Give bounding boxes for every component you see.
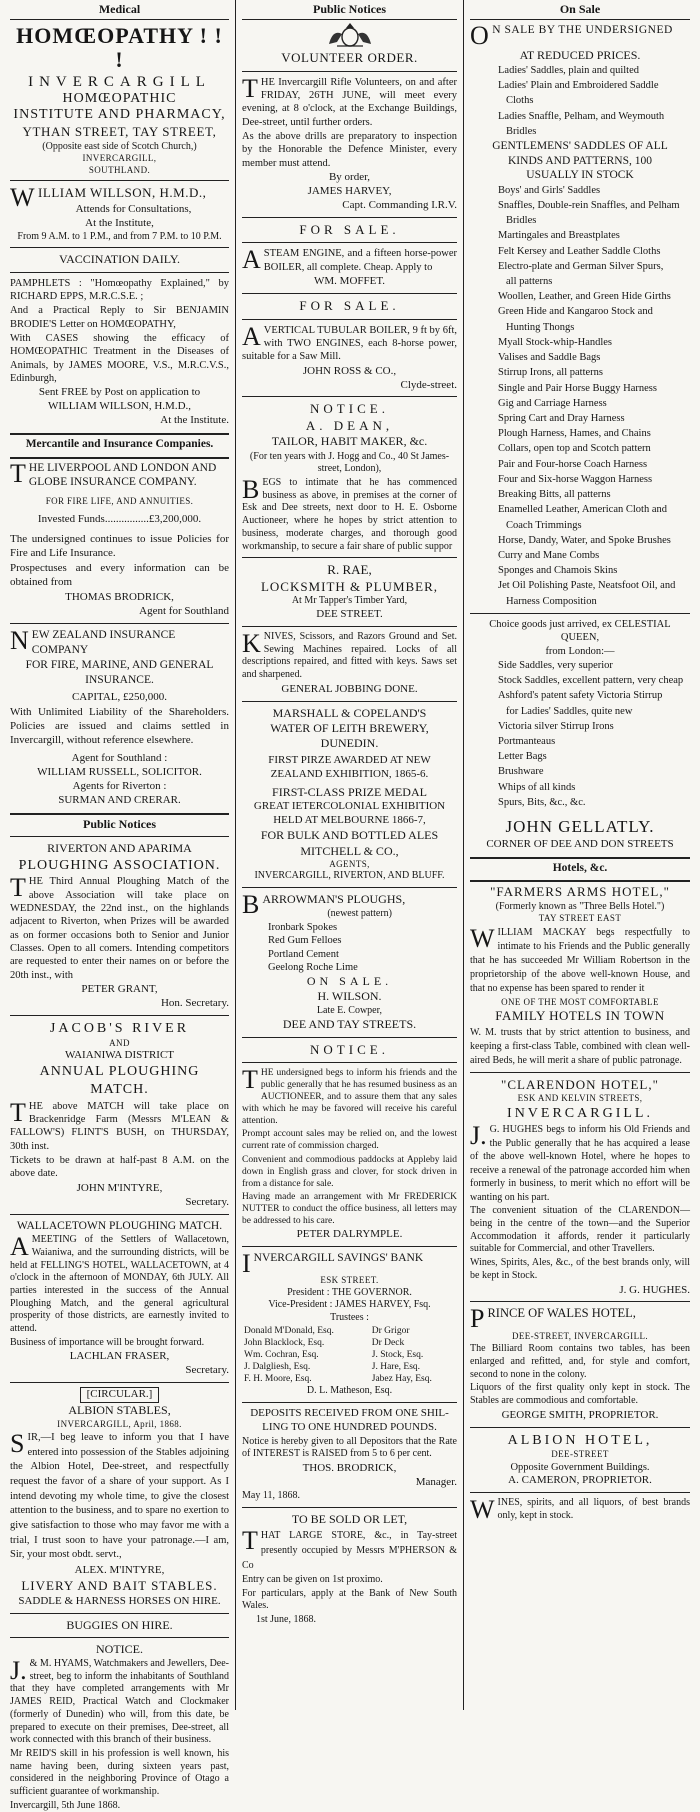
column-header: Public Notices <box>242 0 457 20</box>
text: WATER OF LEITH BREWERY, <box>270 720 429 735</box>
text: VACCINATION DAILY. <box>58 252 181 267</box>
text: GEORGE SMITH, PROPRIETOR. <box>501 1408 659 1421</box>
sale-item: Collars, open top and Scotch pattern <box>498 443 651 455</box>
text: SOUTHLAND. <box>88 164 151 175</box>
sale-item: Bridles <box>506 125 537 137</box>
text: from London:— <box>545 645 615 657</box>
text: May 11, 1868. <box>242 1490 300 1502</box>
sale-item: Victoria silver Stirrup Irons <box>498 720 614 732</box>
text: NEW ZEALAND INSURANCE COMPANY <box>10 626 176 656</box>
text: Tickets to be drawn at half-past 8 A.M. on the above date. <box>10 1155 229 1180</box>
text: GENTLEMENS' SADDLES OF ALL <box>492 139 668 152</box>
ad-savings-bank <box>242 1248 457 1503</box>
text: FOR SALE. <box>299 298 400 314</box>
text: Vice-President : JAMES HARVEY, Fsq. <box>268 1299 431 1311</box>
text: ANNUAL PLOUGHING MATCH. <box>39 1064 200 1097</box>
text: PAMPHLETS : "Homœopathy Explained," by RICHARD EPPS, M.R.C.S.E. ; <box>10 277 229 302</box>
ad-jacobs-river <box>10 1020 229 1210</box>
column-on-sale <box>464 0 696 1710</box>
ad-large-store <box>242 1512 457 1627</box>
text: President : THE GOVERNOR. <box>287 1286 412 1298</box>
text: Capt. Commanding I.R.V. <box>342 198 457 211</box>
sale-item: Horse, Dandy, Water, and Spoke Brushes <box>498 534 671 546</box>
text: RIVERTON AND APARIMA <box>47 841 192 856</box>
text: Invested Funds................£3,200,000. <box>37 513 202 526</box>
text: W. M. trusts that by strict attention to business, and keeping a first-class Table, combined with clean well-aired Beds, he will merit a share of public patronage. <box>470 1026 690 1066</box>
text: INVERCARGILL, <box>82 153 157 164</box>
sale-item: Spring Cart and Dray Harness <box>498 413 625 425</box>
ad-farmers-arms <box>470 884 690 1068</box>
text: 1st June, 1868. <box>256 1614 316 1625</box>
text: Business of importance will be brought forward. <box>10 1336 205 1348</box>
text: Ironbark Spokes <box>268 921 338 933</box>
ad-dalrymple <box>242 1042 457 1242</box>
sale-item: Whips of all kinds <box>498 781 576 793</box>
sale-item: Gig and Carriage Harness <box>498 397 607 409</box>
text: ZEALAND EXHIBITION, 1865-6. <box>270 768 429 781</box>
text: INVERCARGILL. <box>507 1105 653 1121</box>
text: Entry can be given on 1st proximo. <box>242 1573 383 1585</box>
ad-riverton <box>10 841 229 1011</box>
trustee: D. L. Matheson, Esq. <box>306 1385 393 1397</box>
text: DEE AND TAY STREETS. <box>282 1017 417 1032</box>
text: (For ten years with J. Hogg and Co., 40 St James-street, London), <box>249 450 450 475</box>
text: J.& M. HYAMS, Watchmakers and Jewellers, Dee-street, beg to inform the inhabitants of Southland that they have completed arrangements with Mr JAMES REID, Practical Watch and Clockmaker (formerly of Dunedin) who will, from this date, be prepared to execute on their premises, Dee-street, all work connected with this branch of their business. <box>10 1656 229 1746</box>
text: PETER GRANT, <box>81 983 158 996</box>
ad-hyams <box>10 1642 229 1812</box>
text: ON SALE BY THE UNDERSIGNED <box>470 21 673 51</box>
text: PRINCE OF WALES HOTEL, <box>470 1304 636 1334</box>
sale-item: Enamelled Leather, American Cloth and <box>498 504 667 516</box>
text: Red Gum Felloes <box>268 935 342 947</box>
text: THOMAS BRODRICK, <box>65 591 174 604</box>
text: TAY STREET EAST <box>538 913 622 924</box>
text: JACOB'S RIVER <box>49 1021 190 1037</box>
text: "FARMERS ARMS HOTEL," <box>490 884 670 900</box>
text: Attends for Consultations, <box>75 202 192 215</box>
text: R. RAE, <box>327 562 372 578</box>
text: HELD AT MELBOURNE 1866-7, <box>273 814 426 827</box>
text: "CLARENDON HOTEL," <box>501 1076 659 1092</box>
ad-for-sale-boiler <box>242 298 457 392</box>
text: INSTITUTE AND PHARMACY, <box>13 107 226 123</box>
text: WAIANIWA DISTRICT <box>64 1049 175 1062</box>
text: Wines, Spirits, Ales, &c., of the best brands only, will be kept in Stock. <box>470 1257 690 1281</box>
sale-item: Hunting Thongs <box>506 321 575 333</box>
text: ALBION STABLES, <box>68 1403 171 1418</box>
text: With CASES showing the efficacy of HOMŒOPATHIC Treatment in the Diseases of Animals, by JAMES MOORE, V.S., M.R.C.V.S., Edinburgh, <box>10 332 229 384</box>
ad-clarendon <box>470 1077 690 1298</box>
sale-item: Ashford's patent safety Victoria Stirrup <box>498 690 663 702</box>
text: JOHN ROSS & CO., <box>302 364 397 377</box>
text: AND <box>109 1037 130 1048</box>
text: Secretary. <box>185 1195 229 1208</box>
text: YTHAN STREET, TAY STREET, <box>22 124 217 140</box>
text: GREAT IETERCOLONIAL EXHIBITION <box>253 800 446 813</box>
text: At Mr Tapper's Timber Yard, <box>291 595 408 607</box>
trustee: F. H. Moore, Esq. <box>244 1374 312 1385</box>
sale-item: Stock Saddles, excellent pattern, very cheap <box>498 675 684 687</box>
text: FAMILY HOTELS IN TOWN <box>495 1008 665 1024</box>
ad-rae <box>242 562 457 696</box>
text: LACHLAN FRASER, <box>69 1350 170 1363</box>
text: WILLIAM RUSSELL, SOLICITOR. <box>37 766 202 779</box>
sale-item: Snaffles, Double-rein Snaffles, and Pelham <box>498 199 680 211</box>
text: LOCKSMITH & PLUMBER, <box>260 578 439 594</box>
text: SURMAN AND CRERAR. <box>58 794 181 807</box>
text: BARROWMAN'S PLOUGHS, <box>242 889 406 919</box>
section-header: Mercantile and Insurance Companies. <box>25 438 214 451</box>
sale-item: Green Hide and Kangaroo Stock and <box>498 306 653 318</box>
text: TAILOR, HABIT MAKER, &c. <box>271 434 428 449</box>
sale-item: Brushware <box>498 766 544 778</box>
trustees-table <box>242 1325 457 1385</box>
text: Having made an arrangement with Mr FREDERICK NUTTER to conduct the office business, all letters may be addressed to his care. <box>242 1191 457 1226</box>
text: Choice goods just arrived, ex CELESTIAL QUEEN, <box>489 618 671 644</box>
text: FOR BULK AND BOTTLED ALES <box>260 828 439 843</box>
text: DEE-STREET, INVERCARGILL. <box>511 1330 649 1341</box>
text: At the Institute, <box>85 216 154 229</box>
text: FIRST PIRZE AWARDED AT NEW <box>268 754 431 767</box>
sale-item: Ladies Snaffle, Pelham, and Weymouth <box>498 110 665 122</box>
text: J. G. HUGHES. <box>619 1283 690 1296</box>
text: Mr REID'S skill in his profession is well known, his name having been, during sixteen years past, considered in the neighboring Province of Otago a sufficient guarantee of workmanship. <box>10 1747 229 1797</box>
text: Notice is hereby given to all Depositors that the Rate of INTEREST is RAISED from 5 to 6 per cent. <box>242 1435 457 1460</box>
text: Manager. <box>415 1476 457 1489</box>
text: With Unlimited Liability of the Shareholders. Policies are issued and claims settled in Invercargill, without reference elsewhere. <box>10 706 229 747</box>
text: (newest pattern) <box>327 908 393 920</box>
sale-item: Ladies' Saddles, plain and quilted <box>498 64 639 76</box>
text: A. CAMERON, PROPRIETOR. <box>508 1474 652 1487</box>
column-header: Medical <box>10 0 229 20</box>
sale-item: Single and Pair Horse Buggy Harness <box>498 382 657 394</box>
text: Prospectuses and every information can be obtained from <box>10 562 229 589</box>
sale-item: Jet Oil Polishing Paste, Neatsfoot Oil, and <box>498 580 676 592</box>
royal-crest-icon <box>242 22 457 48</box>
trustee: Wm. Cochran, Esq. <box>244 1349 319 1360</box>
text: (Opposite east side of Scotch Church,) <box>42 140 197 152</box>
sale-item: Plough Harness, Hames, and Chains <box>498 428 651 440</box>
text: The undersigned continues to issue Policies for Fire and Life Insurance. <box>10 533 229 560</box>
ad-for-sale-engine <box>242 222 457 289</box>
text: Trustees : <box>330 1312 369 1324</box>
text: Liquors of the first quality only kept in stock. The Stables are commodious and comfortable. <box>470 1382 690 1407</box>
text: Portland Cement <box>268 948 339 960</box>
text: The convenient situation of the CLARENDON—being in the centre of the town—and the Superior Accommodation it affords, render it particularly suitable for Commercial, and other Travellers. <box>470 1205 690 1255</box>
circular-tag: [CIRCULAR.] <box>80 1387 160 1403</box>
sale-item-list <box>470 183 690 609</box>
section-header: Hotels, &c. <box>552 861 608 874</box>
text: DEPOSITS RECEIVED FROM ONE SHIL- <box>250 1406 449 1419</box>
text: THE LIVERPOOL AND LONDON AND GLOBE INSURANCE COMPANY. <box>10 458 217 489</box>
column-public-notices <box>236 0 464 1710</box>
text: FIRST-CLASS PRIZE MEDAL <box>272 785 427 800</box>
trustee: Jabez Hay, Esq. <box>371 1374 432 1385</box>
text: TO BE SOLD OR LET, <box>291 1511 408 1526</box>
text: Hon. Secretary. <box>160 997 229 1010</box>
text: PLOUGHING ASSOCIATION. <box>18 857 221 873</box>
trustee: John Blacklock, Esq. <box>244 1337 325 1348</box>
sale-item: Bridles <box>506 215 537 227</box>
text: KNIVES, Scissors, and Razors Ground and Set. Sewing Machines repaired. Locks of all descriptions repaired, and fitted with keys. Saws set and sharpened. <box>242 628 457 680</box>
text: VOLUNTEER ORDER. <box>281 50 418 66</box>
trustee: J. Dalgliesh, Esq. <box>244 1361 311 1372</box>
text: FOR FIRE LIFE, AND ANNUITIES. <box>45 495 194 506</box>
sale-item: for Ladies' Saddles, quite new <box>506 705 633 717</box>
text: THE Invercargill Rifle Volunteers, on and after FRIDAY, 26TH JUNE, will meet every evening, at 8 o'clock, at the Exchange Buildings, Dee-street, until further orders. <box>242 73 457 128</box>
text: (Formerly known as "Three Bells Hotel.") <box>495 900 665 912</box>
sale-item: Woollen, Leather, and Green Hide Girths <box>498 291 671 303</box>
text: THAT LARGE STORE, &c., in Tay-street presently occupied by Messrs M'PHERSON & Co <box>242 1525 457 1571</box>
ad-volunteer <box>242 50 457 213</box>
text: ALEX. M'INTYRE, <box>74 1564 165 1577</box>
column-header: On Sale <box>470 0 690 20</box>
text: Sent FREE by Post on application to <box>38 386 201 399</box>
ad-gellatly <box>470 23 690 851</box>
text: AMEETING of the Settlers of Wallacetown, Waianiwa, and the surrounding districts, will be held at FELLING'S HOTEL, WALLACETOWN, at 4 o'clock in the afternoon of MONDAY, 6th JULY. All parties interested in the success of the Annual Ploughing Match, and the general agricultural prosperity of those districts, are earnestly invited to attend. <box>10 1232 229 1335</box>
text: DUNEDIN. <box>320 736 379 751</box>
text: INVERCARGILL, April, 1868. <box>57 1418 182 1429</box>
column-medical <box>4 0 236 1811</box>
text: LIVERY AND BAIT STABLES. <box>21 1578 218 1594</box>
text: JOHN M'INTYRE, <box>76 1181 163 1194</box>
text: NOTICE. <box>96 1641 143 1656</box>
text: CAPITAL, £250,000. <box>71 691 168 704</box>
trustee: Dr Deck <box>371 1337 405 1348</box>
text: From 9 A.M. to 1 P.M., and from 7 P.M. to 10 P.M. <box>17 230 222 242</box>
text: ONE OF THE MOST COMFORTABLE <box>501 996 659 1007</box>
trustee: J. Stock, Esq. <box>371 1349 424 1360</box>
text: HOMŒOPATHIC <box>62 90 177 106</box>
text: THE undersigned begs to inform his friends and the public generally that he has resumed business as an AUCTIONEER, and to assure them that any sales with which he may be favored will receive his careful attention. <box>242 1065 457 1127</box>
text: Agent for Southland : <box>71 752 168 765</box>
text: DEE STREET. <box>316 607 383 620</box>
text: WILLIAM MACKAY begs respectfully to intimate to his Friends and the Public generally that he has succeeded Mr William Robertson in the proprietorship of the above well-known House, and that no expense has been spared to render it <box>470 923 690 994</box>
ad-homeopathy <box>10 24 229 428</box>
trustee: Donald M'Donald, Esq. <box>244 1325 334 1336</box>
text: NOTICE. <box>310 1041 389 1057</box>
text: JOHN GELLATLY. <box>505 817 655 837</box>
sale-item: Stirrup Irons, all patterns <box>498 367 603 379</box>
text: And a Practical Reply to Sir BENJAMIN BRODIE'S Letter on HOMŒOPATHY, <box>10 305 229 330</box>
text: Convenient and commodious paddocks at Appleby laid down in English grass and clover, for stock driven in from a distance for sale. <box>242 1154 457 1189</box>
ad-nz-insurance <box>10 628 229 808</box>
ad-prince-of-wales <box>470 1306 690 1422</box>
text: JAMES HARVEY, <box>307 185 392 197</box>
text: INVERCARGILL, RIVERTON, AND BLUFF. <box>254 870 445 882</box>
text: WINES, spirits, and all liquors, of best brands only, kept in stock. <box>470 1495 690 1525</box>
section-header: Public Notices <box>83 817 156 832</box>
text: AT REDUCED PRICES. <box>519 47 641 62</box>
sale-item: Harness Composition <box>506 595 597 607</box>
text: J.G. HUGHES begs to inform his Old Friends and the Public generally that he has acquired a lease of the above well-known Hotel, where he hopes to receive a renewal of the patronage accorded him when formerly in business, to merit which no effort will be wanting on his part. <box>470 1121 690 1203</box>
text: MARSHALL & COPELAND'S <box>272 705 427 720</box>
sale-item: Letter Bags <box>498 751 547 763</box>
ad-dean <box>242 401 457 553</box>
text: THOS. BRODRICK, <box>302 1462 397 1475</box>
sale-item: Pair and Four-horse Coach Harness <box>498 458 648 470</box>
text: BUGGIES ON HIRE. <box>66 1617 173 1632</box>
trustee: Dr Grigor <box>371 1325 410 1336</box>
ad-liverpool <box>10 458 229 619</box>
text: THE Third Annual Ploughing Match of the above Association will take place on WEDNESDAY, the 22nd inst., on the highlands adjacent to Riverton, when Prizes will be awarded as on former occasions both to Senior and Junior Classes. Open to all comers. Intending competitors are requested to enter their names on or before the 20th inst., with <box>10 873 229 981</box>
text: Clyde-street. <box>400 378 457 391</box>
text: AVERTICAL TUBULAR BOILER, 9 ft by 6ft, with TWO ENGINES, each 8-horse power, suitable for a Saw Mill. <box>242 321 457 363</box>
sale-item: Myall Stock-whip-Handles <box>498 336 613 348</box>
text: Invercargill, 5th June 1868. <box>10 1799 121 1811</box>
text: LING TO ONE HUNDRED POUNDS. <box>262 1420 437 1433</box>
text: For particulars, apply at the Bank of New South Wales. <box>242 1587 457 1612</box>
text: Agents for Riverton : <box>72 780 167 793</box>
sale-item-list <box>470 658 690 810</box>
text: Late E. Cowper, <box>316 1004 383 1016</box>
sale-item: Breaking Bitts, all patterns <box>498 489 611 501</box>
sale-item: Curry and Mane Combs <box>498 549 600 561</box>
sale-item: Cloths <box>506 95 534 107</box>
text: By order, <box>328 171 371 184</box>
text: Geelong Roche Lime <box>268 961 358 973</box>
sale-item: Martingales and Breastplates <box>498 230 620 242</box>
ad-barrowman <box>242 889 457 1033</box>
text: THE above MATCH will take place on Brackenridge Farm (Messrs M'LEAN & FALLOW'S) FLINT'S BUSH, on THURSDAY, 30th inst. <box>10 1097 229 1152</box>
text: The Billiard Room contains two tables, has been enlarged and refitted, and, for style and comfort, second to none in the colony. <box>470 1343 690 1380</box>
text: SADDLE & HARNESS HORSES ON HIRE. <box>18 1594 221 1607</box>
text: MITCHELL & CO., <box>300 843 399 858</box>
text: At the Institute. <box>160 414 229 427</box>
text: ON SALE. <box>306 974 393 989</box>
sale-item: Side Saddles, very superior <box>498 659 613 671</box>
sale-item: Portmanteaus <box>498 735 556 747</box>
ad-marshall-copeland <box>242 706 457 883</box>
text: PETER DALRYMPLE. <box>296 1227 403 1240</box>
sale-item: Sponges and Chamois Skins <box>498 565 618 577</box>
doctor-name: WILLIAM WILLSON, H.M.D., <box>10 183 207 213</box>
text: ALBION HOTEL, <box>507 1432 653 1448</box>
text: BEGS to intimate that he has commenced business as above, in premises at the corner of Esk and Dee streets, next door to H. E. Osborne Auctioneer, where he hopes by strict attention to business, moderate charges, and thorough good workmanship, to secure a fair share of public suppor <box>242 475 457 552</box>
sale-item: Felt Kersey and Leather Saddle Cloths <box>498 245 661 257</box>
text: FOR FIRE, MARINE, AND GENERAL INSURANCE. <box>25 659 214 686</box>
text: ESK STREET. <box>320 1275 379 1286</box>
text: ESK AND KELVIN STREETS, <box>517 1093 643 1104</box>
text: WILLIAM WILLSON, H.M.D., <box>47 400 192 413</box>
text: KINDS AND PATTERNS, 100 <box>508 154 652 167</box>
sale-item: Spurs, Bits, &c., &c. <box>498 796 586 808</box>
sale-item: Coach Trimmings <box>506 519 582 531</box>
sale-item: Electro-plate and German Silver Spurs, <box>498 260 664 272</box>
ad-albion-hotel <box>470 1432 690 1523</box>
text: FOR SALE. <box>299 221 400 237</box>
text: DEE-STREET <box>551 1449 609 1460</box>
ad-wallacetown <box>10 1219 229 1379</box>
sale-item: Four and Six-horse Waggon Harness <box>498 473 653 485</box>
text: WM. MOFFET. <box>314 275 385 288</box>
text: WALLACETOWN PLOUGHING MATCH. <box>16 1219 223 1232</box>
text: As the above drills are preparatory to inspection by the Honorable the Defence Minister, every member must attend. <box>242 131 457 169</box>
sale-item: Valises and Saddle Bags <box>498 352 601 364</box>
text: CORNER OF DEE AND DON STREETS <box>486 837 674 850</box>
sale-item: Ladies' Plain and Embroidered Saddle <box>498 80 659 92</box>
text: H. WILSON. <box>317 989 382 1004</box>
sale-item: all patterns <box>506 276 553 288</box>
trustee: J. Hare, Esq. <box>371 1361 421 1372</box>
text: Prompt account sales may be relied on, and the lowest current rate of commission charged. <box>242 1129 457 1152</box>
text: NOTICE. <box>310 401 389 417</box>
text: GENERAL JOBBING DONE. <box>281 682 418 695</box>
homeopathy-town: INVERCARGILL <box>28 73 211 90</box>
text: Opposite Government Buildings. <box>510 1461 650 1473</box>
text: Agent for Southland <box>139 605 229 618</box>
text: AGENTS, <box>329 858 370 869</box>
text: A. DEAN, <box>305 417 394 433</box>
text: USUALLY IN STOCK <box>526 169 634 182</box>
text: SIR,—I beg leave to inform you that I have entered into possession of the Stables adjoining the Albion Hotel, Dee-street, and respectfully request the favor of a share of your support. As I intend devoting my whole time, to give the closest attention to the business, and to spare no exertion to give satisfaction to those who may favor me with a trial, I trust soon to have your patronage.—I am, Sir, your most obdt. servt., <box>10 1428 229 1561</box>
text: Secretary. <box>185 1364 229 1377</box>
text: INVERCARGILL SAVINGS' BANK <box>242 1248 424 1278</box>
ad-albion-stables <box>10 1387 229 1632</box>
text: ASTEAM ENGINE, and a fifteen horse-power BOILER, all complete. Cheap. Apply to <box>242 245 457 275</box>
homeopathy-title: HOMŒOPATHY ! ! ! <box>16 23 223 73</box>
sale-item: Boys' and Girls' Saddles <box>498 184 601 196</box>
